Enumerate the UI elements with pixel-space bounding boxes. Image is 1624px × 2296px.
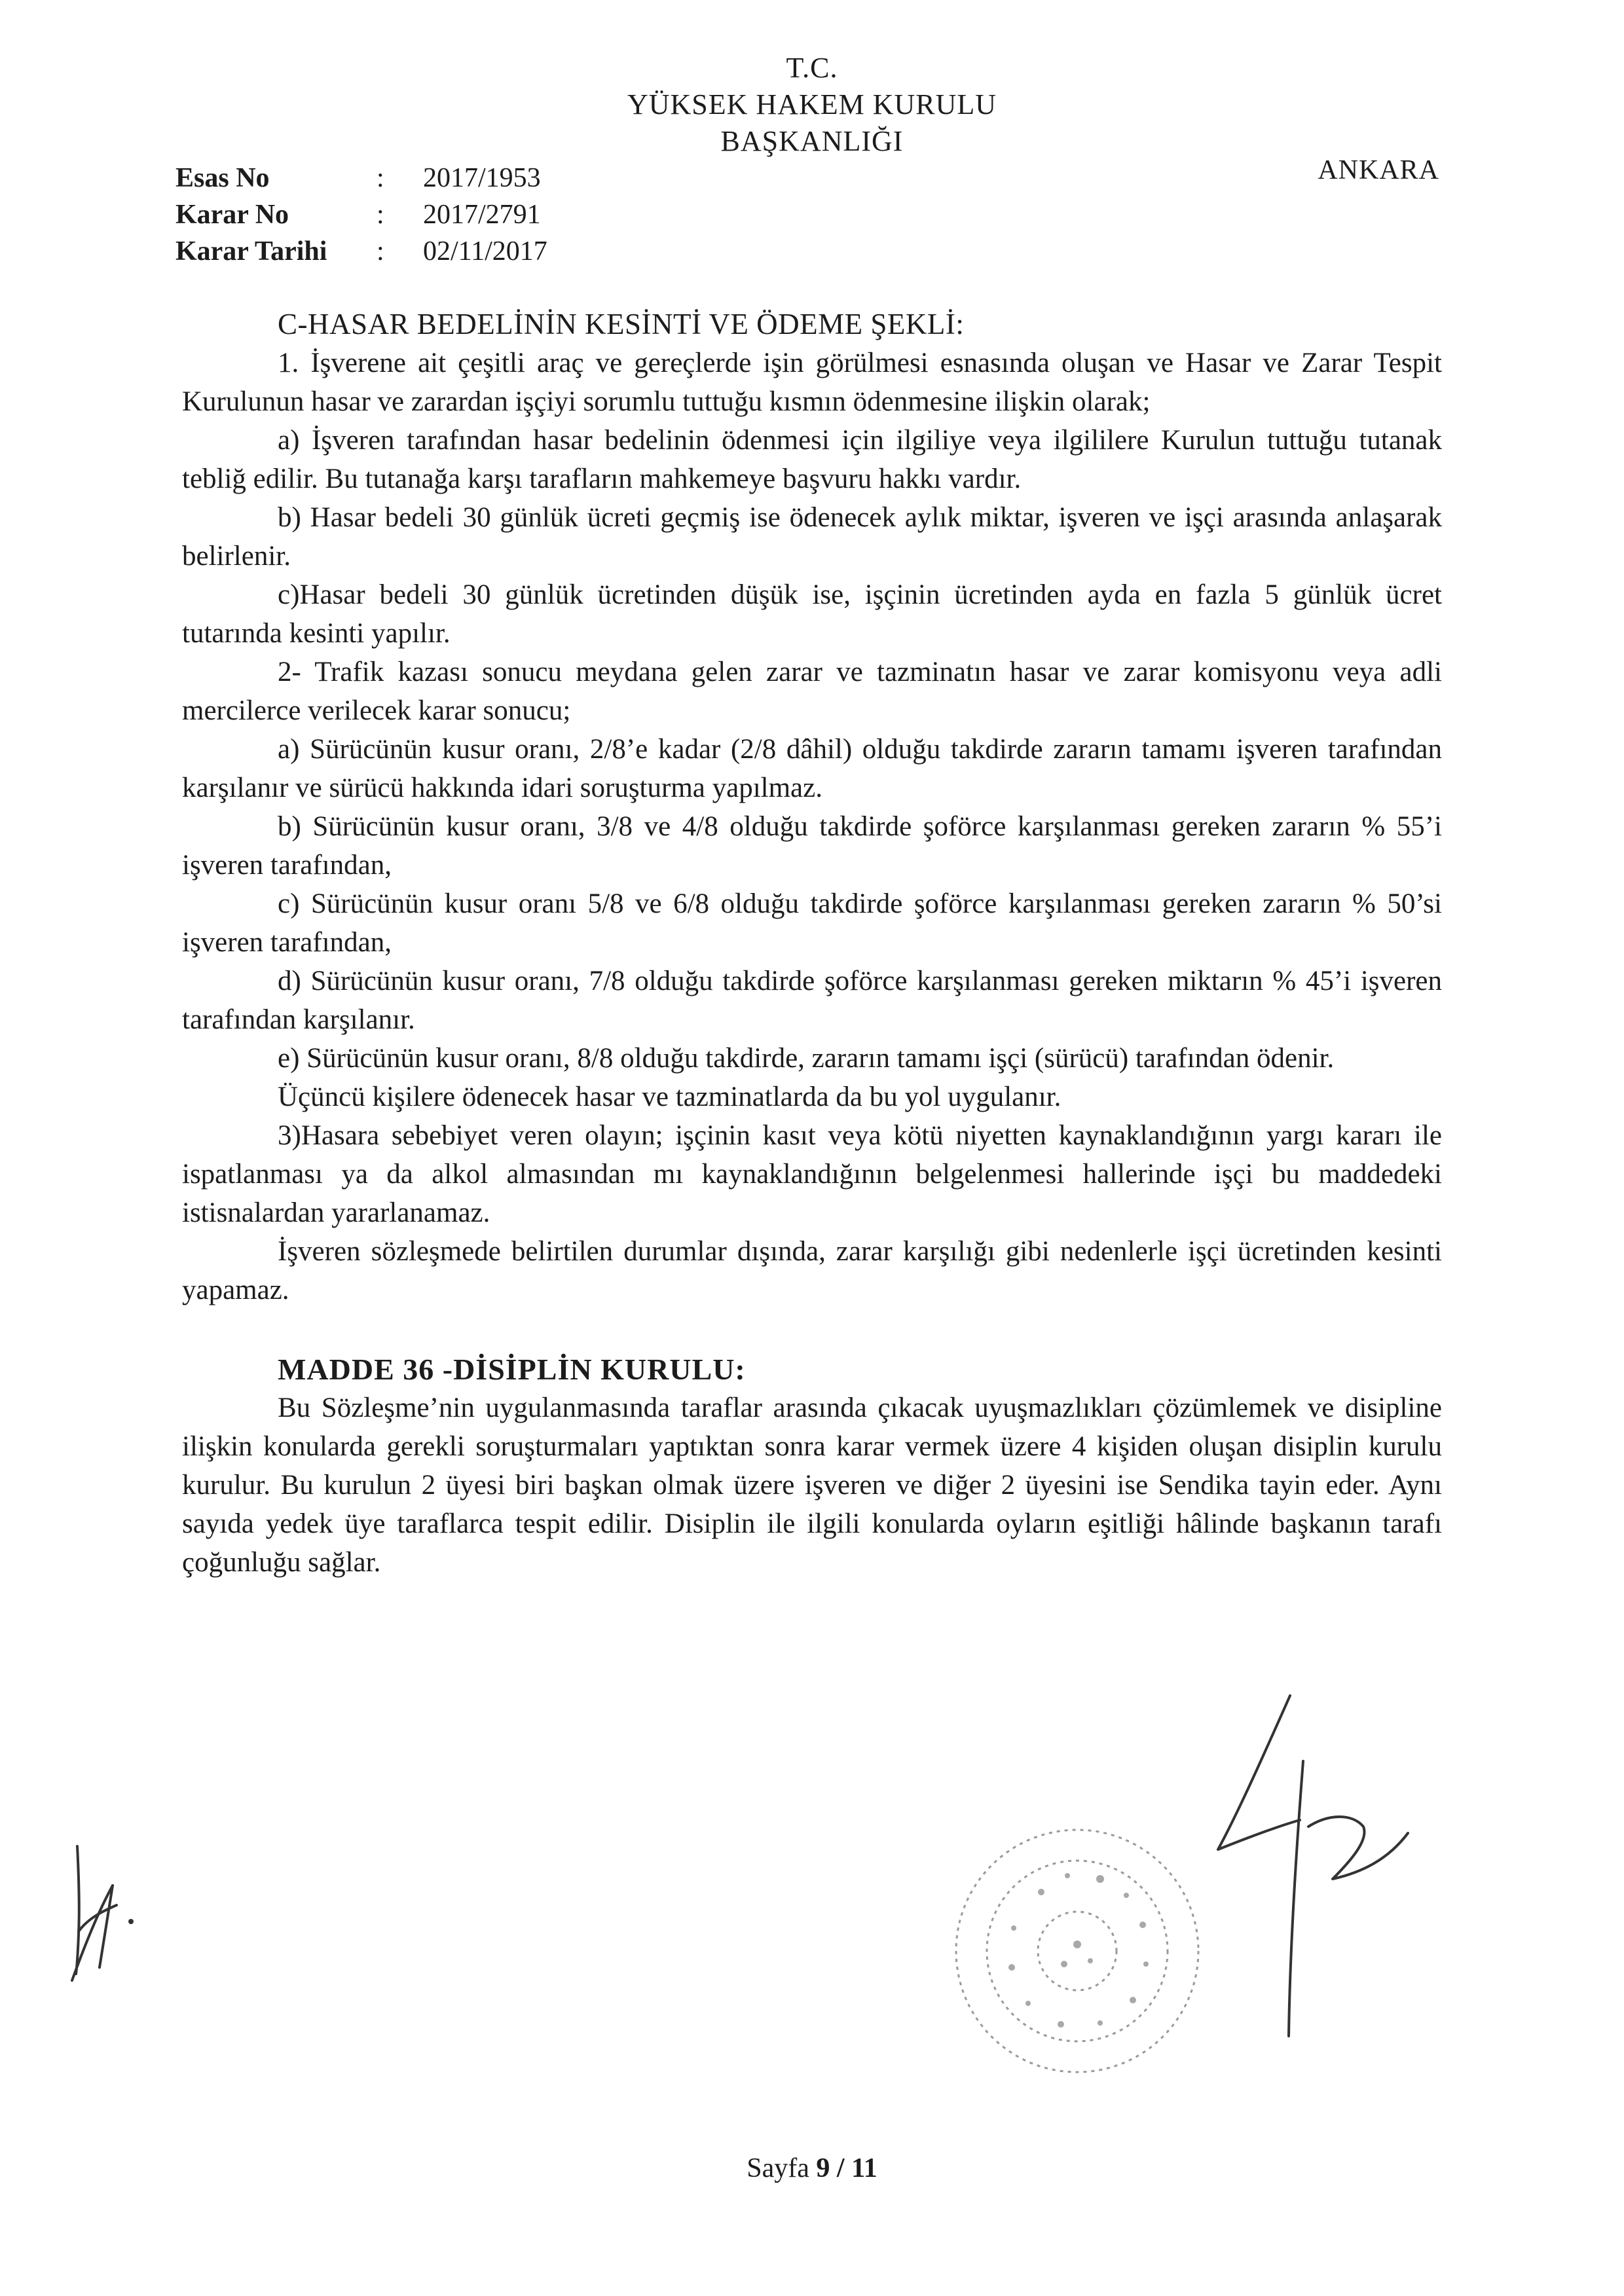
meta-separator: : — [377, 163, 384, 193]
paragraph-3: 3)Hasara sebebiyet veren olayın; işçinin kasıt veya kötü niyetten kaynaklandığının yargı kararı ile ispatlanması ya da alkol almasından mı kaynaklandığının belgelenmesi hallerinde işçi bu maddedeki istisnalardan yararlanamaz. — [182, 1120, 1442, 1228]
meta-value: 02/11/2017 — [423, 236, 547, 266]
paragraph-4: İşveren sözleşmede belirtilen durumlar dışında, zarar karşılığı gibi nedenlerle işçi ücretinden kesinti yapamaz. — [182, 1236, 1442, 1305]
paragraph-2e: e) Sürücünün kusur oranı, 8/8 olduğu takdirde, zararın tamamı işçi (sürücü) tarafından ödenir. — [278, 1043, 1335, 1074]
meta-value: 2017/2791 — [423, 200, 541, 230]
meta-separator: : — [377, 200, 384, 230]
page-footer — [0, 2153, 1624, 2184]
paragraph-2: 2- Trafik kazası sonucu meydana gelen zarar ve tazminatın hasar ve zarar komisyonu veya adli mercilerce verilecek karar sonucu; — [182, 657, 1442, 726]
header-city: ANKARA — [1318, 155, 1439, 185]
signature-left-icon — [39, 1820, 157, 1990]
page-label: Sayfa — [747, 2153, 817, 2183]
paragraph-1c: c)Hasar bedeli 30 günlük ücretinden düşük ise, işçinin ücretinden ayda en fazla 5 günlük ücret tutarında kesinti yapılır. — [182, 579, 1442, 649]
paragraph-2a: a) Sürücünün kusur oranı, 2/8’e kadar (2/8 dâhil) olduğu takdirde zararın tamamı işveren tarafından karşılanır ve sürücü hakkında idari soruşturma yapılmaz. — [182, 734, 1442, 803]
header-institution: YÜKSEK HAKEM KURULU — [627, 88, 997, 120]
page-separator: / — [830, 2153, 852, 2183]
paragraph-2b: b) Sürücünün kusur oranı, 3/8 ve 4/8 olduğu takdirde şoförce karşılanması gereken zararın % 55’i işveren tarafından, — [182, 811, 1442, 881]
meta-label: Karar No — [175, 200, 289, 230]
paragraph-1b: b) Hasar bedeli 30 günlük ücreti geçmiş ise ödenecek aylık miktar, işveren ve işçi arasında anlaşarak belirlenir. — [182, 502, 1442, 572]
official-stamp-icon — [936, 1813, 1218, 2088]
article-title: MADDE 36 -DİSİPLİN KURULU: — [278, 1353, 746, 1386]
section-title: C-HASAR BEDELİNİN KESİNTİ VE ÖDEME ŞEKLİ: — [278, 308, 965, 340]
document-body — [182, 305, 1442, 1582]
page-current: 9 — [816, 2153, 830, 2183]
paragraph-5: Bu Sözleşme’nin uygulanmasında taraflar arasında çıkacak uyuşmazlıkları çözümlemek ve disipline ilişkin konularda gerekli soruşturmaları yaptıktan sonra karar vermek üzere 4 kişiden oluşan disiplin kurulu kurulur. Bu kurulun 2 üyesi biri başkan olmak üzere işveren ve diğer 2 üyesini ise Sendika tayin eder. Aynı sayıda yedek üye taraflarca tespit edilir. Disiplin ile ilgili konularda oyların eşitliği hâlinde başkanın tarafı çoğunluğu sağlar. — [182, 1393, 1442, 1578]
paragraph-2f: Üçüncü kişilere ödenecek hasar ve tazminatlarda da bu yol uygulanır. — [278, 1082, 1061, 1112]
page-total: 11 — [851, 2153, 877, 2183]
paragraph-1a: a) İşveren tarafından hasar bedelinin ödenmesi için ilgiliye veya ilgililere Kurulun tuttuğu tutanak tebliğ edilir. Bu tutanağa karşı tarafların mahkemeye başvuru hakkı vardır. — [182, 425, 1442, 494]
meta-value: 2017/1953 — [423, 163, 541, 193]
meta-label: Esas No — [175, 163, 270, 193]
paragraph-2c: c) Sürücünün kusur oranı 5/8 ve 6/8 olduğu takdirde şoförce karşılanması gereken zararın % 50’si işveren tarafından, — [182, 888, 1442, 958]
header-presidency: BAŞKANLIĞI — [720, 125, 904, 157]
paragraph-1: 1. İşverene ait çeşitli araç ve gereçlerde işin görülmesi esnasında oluşan ve Hasar ve Zarar Tespit Kurulunun hasar ve zarardan işçiyi sorumlu tuttuğu kısmın ödenmesine ilişkin olarak; — [182, 348, 1442, 417]
meta-separator: : — [377, 236, 384, 266]
meta-label: Karar Tarihi — [175, 236, 327, 266]
signature-right-icon — [1192, 1683, 1441, 2062]
header-tc: T.C. — [786, 52, 838, 84]
paragraph-2d: d) Sürücünün kusur oranı, 7/8 olduğu takdirde şoförce karşılanması gereken miktarın % 45’i işveren tarafından karşılanır. — [182, 966, 1442, 1035]
